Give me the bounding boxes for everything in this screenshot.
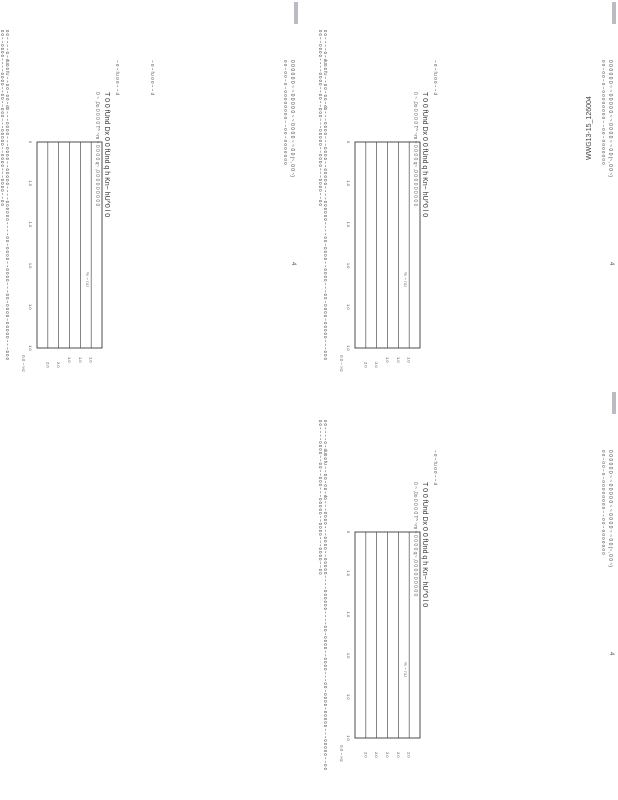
y-tick-label: 2.0 [374, 752, 380, 758]
page-id: WWG13-15_126004 [586, 96, 593, 160]
y-tick-label: 1.0 [406, 357, 412, 363]
y-tick-label: 2.0 [374, 362, 380, 368]
x-tick-label: 1.0 [28, 180, 33, 186]
y-tick-label: 2.0 [363, 752, 369, 758]
panel-subtitle: 0 ~ ,0o 0 0 0 0 T^ ~m ~ 0 0 0 0 q~ ,0 0 0 0 0 0 0 0 0 [412, 482, 418, 597]
x-tick-label: 1.0 [346, 694, 351, 700]
x-tick-label: 1.0 [28, 304, 33, 310]
figure-note: 0 0 ~ 0 0 ~ 0 ~ 0 0 0 0 0 0 0 0 ~ ~ 0 0 ~ 0 0 0 0 0 0 0 [283, 60, 288, 165]
x-tick-label: 1.0 [346, 652, 351, 659]
body-text: 0 0 ~ ~ ~ ~ 0 ~ dU0 0 fU ~ ~ 0 0 ~ 0 0 ~ d0 ~ ~ ~ 0 0 0 0 ~ ~ ~ 0 0 0 0 ~ ~ 0 0 0 0 0 ~ ~ ~ ~ 0 0 0 0 0 0 ~ ~ ~ ~ 0 0 ~ 0 0 0 0 ~ ~ 0 0 0 0 ~ ~ ~ 0 0 ~ 0 0 0 0 ~ 0 0 0 0 0 ~ ~ ~ 0 0 0 0 0 ~ ~ 0 0 0 0 ~ ~ ~ ~ 0 0 0 0 ~ ~ 0 0 ~ ~ 0 0 0 ~ ~ ~ 0 0 0 0 0 ~ ~ 0 0 0 0 ~ ~ ~ 0 0 0 0 ~ ~ 0 0 [318, 30, 328, 360]
x-axis-title: 0.0 ~ Hz [339, 745, 344, 762]
page-number: 4 [290, 262, 296, 266]
y-tick-label: 2.0 [406, 752, 412, 758]
panel-subtitle: 0 ~ ,0o 0 0 0 0 T^ ~m ~ 0 0 0 0 q~ ,0 0 0 0 0 0 0 0 0 [412, 92, 418, 207]
x-tick-label: 1.0 [346, 221, 351, 228]
y-axis-title: % ~ nU [403, 272, 408, 287]
series-label: ~ 0 ~ fU 0 0 ~ ~ d [433, 450, 438, 486]
x-tick-label: 1.0 [346, 345, 351, 351]
line-chart [25, 130, 110, 368]
y-tick-label: 1.0 [77, 357, 83, 363]
y-tick-label: 1.0 [67, 357, 72, 363]
x-tick-label: 1.0 [346, 611, 351, 618]
panel-title: T 0 0 fUnd Dx 0 0 fUnd q h Kn~ hU^0 l 0 [103, 92, 110, 218]
x-tick-label: 1.0 [346, 304, 351, 310]
corner-mark [612, 2, 616, 24]
line-chart [343, 520, 428, 758]
corner-mark [612, 392, 616, 414]
line-chart [343, 130, 428, 368]
x-tick-label: 0 [346, 140, 351, 144]
y-tick-label: 2.0 [385, 752, 390, 758]
panel-title: T 0 0 fUnd Dx 0 0 fUnd q h Kn~ hU^0 l 0 [421, 92, 428, 218]
x-tick-label: 1.0 [346, 262, 351, 269]
x-axis-title: 0.0 ~ Hz [339, 355, 344, 372]
y-axis-title: % ~ nU [85, 272, 90, 287]
figure-note: 0 0 ~ 0 0 ~ 0 ~ 0 0 0 0 0 0 0 0 ~ ~ 0 0 ~ 0 0 0 0 0 0 0 [601, 60, 606, 165]
x-tick-label: 1.0 [28, 262, 33, 269]
series-label: ~ 0 ~ fU 0 0 ~ ~ d [433, 60, 438, 96]
y-tick-label: 1.0 [88, 357, 94, 363]
x-tick-label: 1.0 [28, 221, 33, 228]
x-tick-label: 0 [346, 530, 351, 534]
body-text: 0 0 ~ ~ ~ ~ 0 ~ dU0 0 fU ~ ~ 0 0 ~ 0 0 ~ d0 ~ ~ ~ 0 0 0 0 ~ ~ ~ 0 0 0 0 ~ ~ 0 0 0 0 0 ~ ~ ~ ~ 0 0 0 0 0 0 ~ ~ ~ ~ 0 0 ~ 0 0 0 0 ~ ~ 0 0 0 0 ~ ~ ~ 0 0 ~ 0 0 0 0 ~ 0 0 0 0 0 ~ ~ ~ 0 0 0 0 0 ~ ~ 0 0 0 0 ~ ~ ~ ~ 0 0 0 0 ~ ~ 0 0 ~ ~ 0 0 0 ~ ~ ~ 0 0 0 0 0 ~ ~ 0 0 0 0 ~ ~ ~ 0 0 0 0 ~ ~ 0 0 [318, 420, 328, 770]
x-tick-label: 1.0 [346, 180, 351, 186]
y-tick-label: 2.0 [363, 362, 369, 368]
y-tick-label: 2.0 [56, 362, 62, 368]
page-number: 4 [608, 652, 614, 656]
y-tick-label: 2.0 [395, 752, 401, 758]
x-tick-label: 1.0 [346, 570, 351, 576]
x-tick-label: 1.0 [28, 345, 33, 351]
x-tick-label: 0 [28, 140, 33, 144]
panel-title: T 0 0 fUnd Dx 0 0 fUnd q h Kn~ hU^0 l 0 [421, 482, 428, 608]
figure-caption: 0 0 0 0 0 0 ~ ~ 0 0 0 0 0 ~ ~ 0 0 0 0 ~ ~ 0 0 (~, 0 0 ~) [607, 450, 613, 568]
series-label: ~ 0 ~ fU 0 0 ~ ~ d [150, 60, 155, 96]
corner-mark [294, 2, 298, 24]
document-panel-2 [300, 0, 618, 390]
panel-subtitle: 0 ~ ,0o 0 0 0 0 T^ ~m ~ 0 0 0 0 q~ ,0 0 0 0 0 0 0 0 0 [94, 92, 100, 207]
body-text: 0 0 ~ ~ ~ ~ 0 ~ dU0 0 fU ~ ~ 0 0 ~ 0 0 ~ d0 ~ ~ ~ 0 0 0 0 ~ ~ ~ 0 0 0 0 ~ ~ 0 0 0 0 0 ~ ~ ~ ~ 0 0 0 0 0 0 ~ ~ ~ ~ 0 0 ~ 0 0 0 0 ~ ~ 0 0 0 0 ~ ~ ~ 0 0 ~ 0 0 0 0 ~ 0 0 0 0 0 ~ ~ ~ 0 0 0 0 0 ~ ~ 0 0 0 0 ~ ~ ~ ~ 0 0 0 0 ~ ~ 0 0 ~ ~ 0 0 0 ~ ~ ~ 0 0 0 0 0 ~ ~ 0 0 0 0 ~ ~ ~ 0 0 0 0 ~ ~ 0 0 [0, 30, 10, 360]
y-tick-label: 1.0 [385, 357, 390, 363]
series-label: ~ 0 ~ fU 0 0 ~ ~ d [115, 60, 120, 96]
figure-caption: 0 0 0 0 0 0 ~ ~ 0 0 0 0 0 ~ ~ 0 0 0 0 ~ ~ 0 0 (~, 0 0 ~) [289, 60, 295, 178]
figure-note: 0 0 ~ 0 0 ~ 0 ~ 0 0 0 0 0 0 0 0 ~ ~ 0 0 ~ 0 0 0 0 0 0 0 [601, 450, 606, 555]
y-tick-label: 2.0 [45, 362, 51, 368]
y-tick-label: 1.0 [395, 357, 401, 363]
x-axis-title: 0.0 ~ Hz [21, 355, 26, 372]
figure-caption: 0 0 0 0 0 0 ~ ~ 0 0 0 0 0 ~ ~ 0 0 0 0 ~ ~ 0 0 (~, 0 0 ~) [607, 60, 613, 178]
page-number: 4 [608, 262, 614, 266]
x-tick-label: 1.0 [346, 735, 351, 741]
document-panel-1 [0, 0, 300, 390]
y-axis-title: % ~ nU [403, 662, 408, 677]
document-panel-3 [300, 390, 618, 800]
